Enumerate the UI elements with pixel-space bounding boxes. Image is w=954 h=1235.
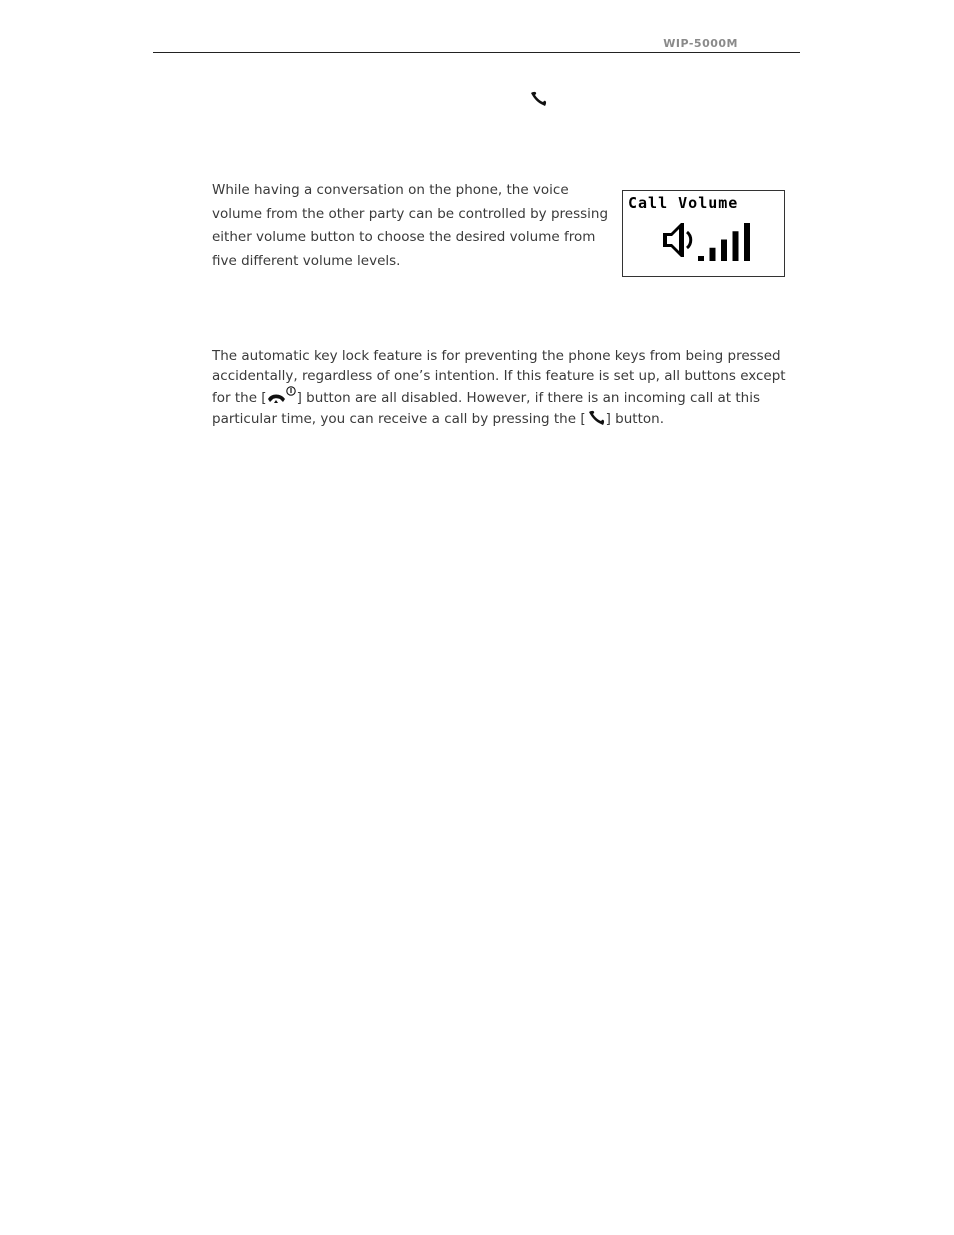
volume-bar [733, 231, 739, 261]
volume-level-graphic [659, 216, 763, 264]
lcd-title: Call Volume [628, 194, 739, 212]
call-volume-lcd-screen [622, 190, 785, 277]
call-send-icon [586, 409, 606, 427]
volume-bar [721, 240, 727, 262]
header-divider [153, 52, 800, 53]
key-lock-text-part-2: ] button are all disabled. However, if there is an incoming call at this particular time, you can receive a call by pressing the [ [212, 390, 761, 427]
end-power-icon [267, 386, 297, 406]
key-lock-text-part-3: ] button. [605, 410, 664, 427]
volume-bar [710, 248, 716, 261]
key-lock-text-part-1: The automatic key lock feature is for preventing the phone keys from being pressed accidentally, regardless of one’s intention. If this feature is set up, all buttons except for the [ [212, 348, 786, 406]
volume-bars [698, 223, 750, 261]
document-header-title: WIP-5000M [663, 37, 738, 50]
call-volume-description: While having a conversation on the phone, the voice volume from the other party can be controlled by pressing either volume button to choose the desired volume from five different volume levels. [212, 182, 609, 269]
volume-bar [744, 223, 750, 261]
key-lock-description [212, 347, 787, 429]
speaker-icon [663, 223, 691, 257]
volume-bar [698, 256, 704, 261]
call-send-icon [528, 90, 548, 108]
